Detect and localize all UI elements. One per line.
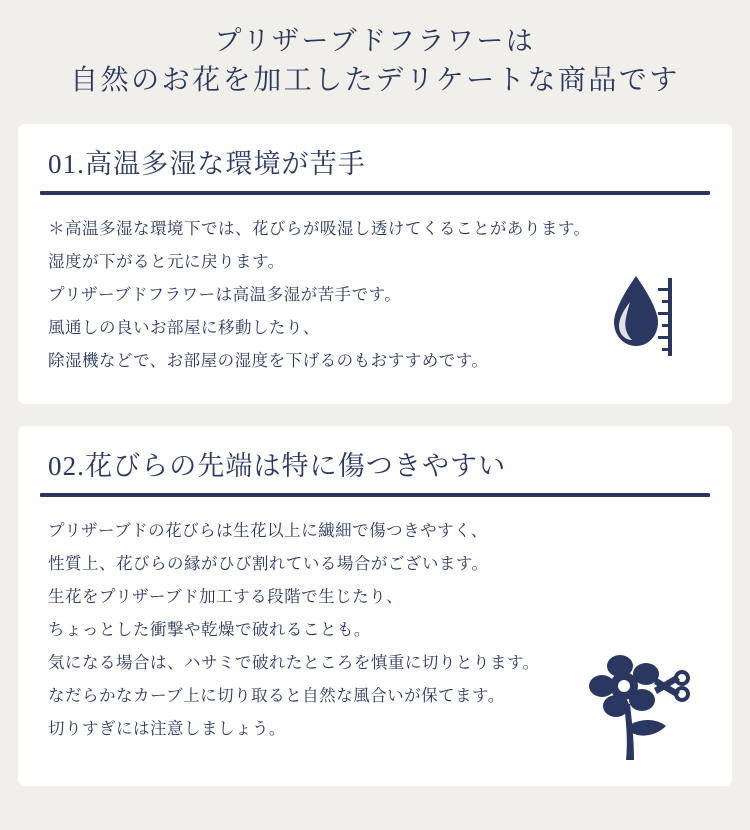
section-1-line-5: 除湿機などで、お部屋の湿度を下げるのもおすすめです。 — [48, 351, 489, 370]
section-2-line-1: プリザーブドの花びらは生花以上に繊細で傷つきやすく、 — [48, 521, 488, 540]
section-2-line-6: なだらかなカーブ上に切り取ると自然な風合いが保てます。 — [48, 686, 505, 705]
page-title-line-1: プリザーブドフラワーは — [214, 26, 536, 56]
section-1-divider — [40, 191, 710, 195]
section-2-line-3: 生花をプリザーブド加工する段階で生じたり、 — [48, 587, 404, 606]
section-2-divider — [40, 493, 710, 497]
section-2-title: 02.花びらの先端は特に傷つきやすい — [48, 450, 507, 481]
section-card-1 — [18, 124, 732, 404]
section-1-line-1: ＊高温多湿な環境下では、花びらが吸湿し透けてくることがあります。 — [48, 219, 591, 238]
section-1-line-4: 風通しの良いお部屋に移動したり、 — [48, 318, 320, 337]
section-2-line-7: 切りすぎには注意しましょう。 — [48, 719, 286, 738]
section-2-body — [40, 515, 710, 746]
section-1-line-3: プリザーブドフラワーは高温多湿が苦手です。 — [48, 285, 402, 304]
section-1-body — [40, 213, 710, 378]
section-2-line-5: 気になる場合は、ハサミで破れたところを慎重に切りとります。 — [48, 653, 540, 672]
section-2-line-2: 性質上、花びらの縁がひび割れている場合がございます。 — [48, 554, 489, 573]
page-title — [0, 0, 750, 102]
section-2-line-4: ちょっとした衝撃や乾燥で破れることも。 — [48, 620, 371, 639]
section-card-2 — [18, 426, 732, 786]
section-1-line-2: 湿度が下がると元に戻ります。 — [48, 252, 285, 271]
section-1-title: 01.高温多湿な環境が苦手 — [48, 148, 366, 179]
page-title-line-2: 自然のお花を加工したデリケートな商品です — [70, 65, 680, 97]
